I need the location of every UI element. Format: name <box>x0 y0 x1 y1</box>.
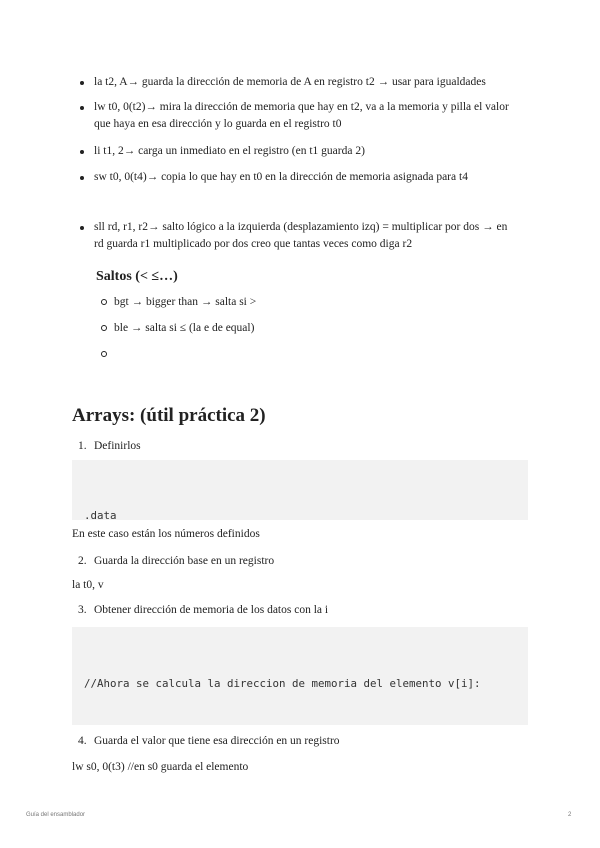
saltos-list <box>100 294 500 368</box>
step-number: 3. <box>78 604 87 616</box>
list-item: sll rd, r1, r2→ salto lógico a la izquierda (desplazamiento izq) = multiplicar por dos → en rd guarda r1 multiplicado por dos creo que tantas veces como diga r2 <box>78 219 518 253</box>
code-block-data <box>72 460 528 520</box>
step-text: Guarda el valor que tiene esa dirección en un registro <box>94 735 340 747</box>
list-item: bgt → bigger than → salta si > <box>100 294 500 320</box>
step-1 <box>78 438 141 455</box>
list-item: li t1, 2→ carga un inmediato en el registro (en t1 guarda 2) <box>78 143 518 169</box>
step-number: 4. <box>78 735 87 747</box>
paragraph: En este caso están los números definidos <box>72 528 260 540</box>
footer-title: Guía del ensamblador <box>26 812 86 818</box>
code-block-address <box>72 627 528 725</box>
step-text: Guarda la dirección base en un registro <box>94 555 275 567</box>
list-item: ble → salta si ≤ (la e de equal) <box>100 320 500 346</box>
code-line: .data <box>84 509 117 520</box>
step-4 <box>78 733 340 750</box>
code-line: //Ahora se calcula la direccion de memoria del elemento v[i]: <box>84 677 481 690</box>
instruction-list <box>78 74 518 186</box>
paragraph: lw s0, 0(t3) //en s0 guarda el elemento <box>72 761 249 773</box>
step-2 <box>78 553 274 570</box>
list-item: la t2, A→ guarda la dirección de memoria de A en registro t2 → usar para igualdades <box>78 74 518 99</box>
list-item: sw t0, 0(t4)→ copia lo que hay en t0 en la dirección de memoria asignada para t4 <box>78 169 518 186</box>
step-text: Obtener dirección de memoria de los datos con la i <box>94 604 329 616</box>
arrays-heading: Arrays: (útil práctica 2) <box>72 405 266 426</box>
list-item <box>100 346 500 368</box>
step-number: 1. <box>78 440 87 452</box>
sll-list <box>78 219 518 253</box>
step-3 <box>78 602 328 619</box>
paragraph: la t0, v <box>72 579 104 591</box>
step-number: 2. <box>78 555 87 567</box>
page-number: 2 <box>568 812 572 818</box>
step-text: Definirlos <box>94 440 141 452</box>
list-item: lw t0, 0(t2)→ mira la dirección de memoria que hay en t2, va a la memoria y pilla el valor que haya en esa dirección y lo guarda en el registro t0 <box>78 99 518 143</box>
saltos-heading: Saltos (< ≤…) <box>96 269 178 284</box>
